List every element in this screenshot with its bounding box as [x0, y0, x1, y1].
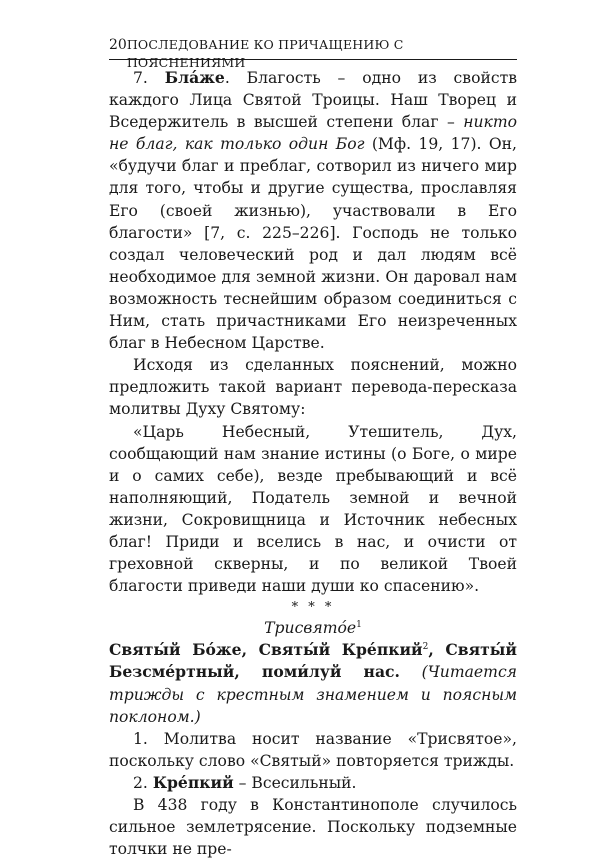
scripture-quote: никто не благ, как только один Бог: [109, 113, 517, 154]
page-number: 20: [109, 37, 127, 53]
running-title: ПОСЛЕДОВАНИЕ КО ПРИЧАЩЕНИЮ С ПОЯСНЕНИЯМИ: [126, 37, 404, 70]
paragraph-note-2: 2. Кре́пкий – Всесильный.: [133, 772, 357, 792]
paragraph-note-1: 1. Молитва носит название «Трисвятое», поскольку слово «Святый» повторяется трижды.: [109, 729, 517, 770]
rubric: (Читается трижды с крестным знамением и поясным поклоном.): [109, 663, 517, 726]
paragraph-paraphrase: «Царь Небесный, Утешитель, Дух, сообщающий нам знание истины (о Боге, о мире и о самих себе), везде пребывающий и всё наполняющий, Податель земной и вечной жизни, Сокровищница и Источник небесных благ! Приди и вселись в нас, и очисти от греховной скверны, и по великой Твоей благости приведи наши души ко спасению».: [109, 422, 517, 596]
footnote-marker: 1: [356, 620, 362, 631]
prayer-trisagion: Святы́й Бо́же, Святы́й Кре́пкий$^2$, Святы́й Безсме́ртный, поми́луй нас. (Читается трижды с крестным знамением и поясным поклоном.): [109, 640, 517, 726]
paragraph-intro: Исходя из сделанных пояснений, можно предложить такой вариант перевода-пересказа молитвы Духу Святому:: [109, 356, 517, 419]
header-rule: [109, 59, 517, 60]
paragraph-blazhe: 7. Бла́же. Благость – одно из свойств каждого Лица Святой Троицы. Наш Творец и Вседержитель в высшей степени благ – никто не благ, как только один Бог (Мф. 19, 17). Он, «будучи благ и преблаг, сотворил из ничего мир для того, чтобы и другие существа, прославляя Его (своей жизнью), участвовали в Его благости» [7, с. 225–226]. Господь не только создал человеческий род и дал людям всё необходимое для земной жизни. Он даровал нам возможность теснейшим образом соединиться с Ним, стать причастниками Его неизреченных благ в Небесном Царстве.: [109, 68, 517, 353]
section-separator: * * *: [291, 600, 335, 616]
term-krepkiy: Кре́пкий: [152, 772, 234, 792]
term-blazhe: Бла́же: [164, 68, 225, 87]
paragraph-history: В 438 году в Константинополе случилось сильное землетрясение. Поскольку подземные толчки не пре-: [109, 796, 517, 859]
page-body: [109, 67, 517, 860]
section-title: $Трисвято́е^1$: [264, 619, 362, 638]
footnote-marker: 2: [422, 642, 429, 653]
